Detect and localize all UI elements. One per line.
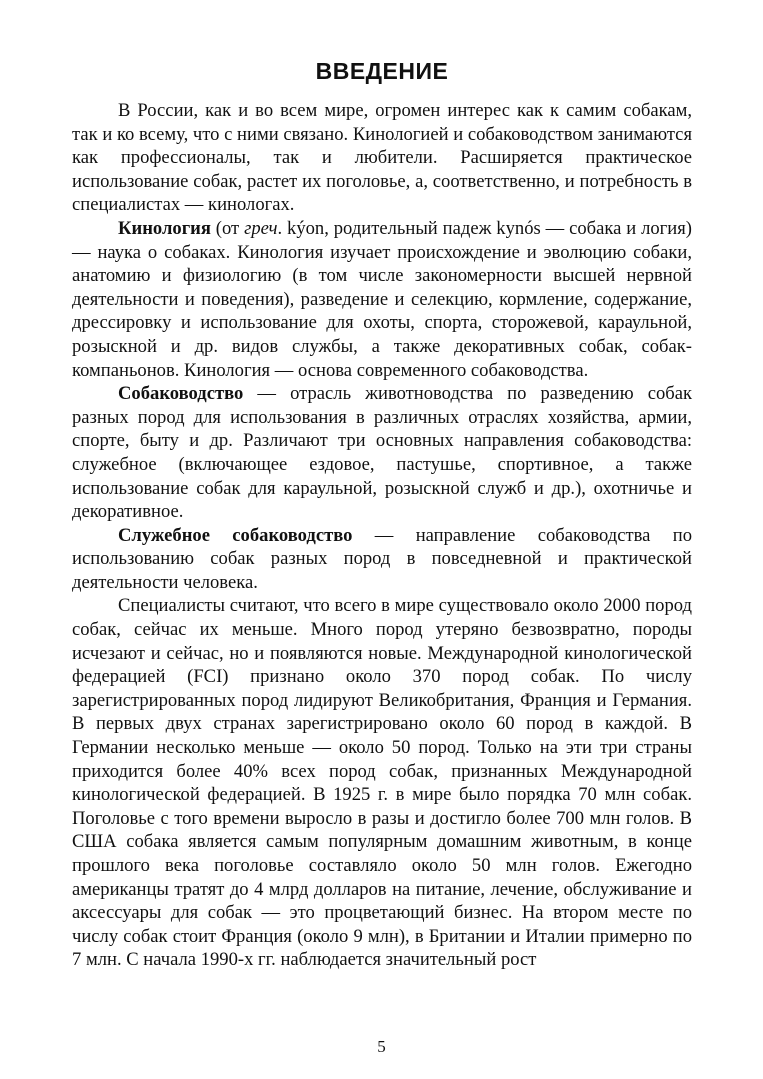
paragraph-kinologiya xyxy=(72,217,692,382)
page-number: 5 xyxy=(377,1037,386,1056)
term-kinologiya: Кинология xyxy=(118,217,211,239)
term-sobakovodstvo: Собаководство xyxy=(118,383,244,405)
term-sluzhebnoe-sobakovodstvo: Служебное собаководство xyxy=(118,524,353,546)
page xyxy=(72,48,692,972)
page-title: ВВЕДЕНИЕ xyxy=(315,58,449,84)
paragraph-kinologiya-pre: (от xyxy=(210,217,245,239)
paragraph-sobakovodstvo-text: — отрасль животноводства по разведению собак разных пород для использования в различных отраслях хозяйства, армии, спорте, быту и др. Различают три основных направления собаководства: служебное (включающее ездовое, пастушье, спортивное, а также использование собак для караульной, розыскной служб и др.), охотничье и декоративное. xyxy=(72,383,692,523)
paragraph-kinologiya-text: . kýon, родительный падеж kynós — собака и логия) — наука о собаках. Кинология изучает происхождение и эволюцию собаки, анатомию и физиологию (в том числе закономерности высшей нервной деятельности и поведения), разведение и селекцию, кормление, содержание, дрессировку и использование для охоты, спорта, сторожевой, караульной, розыскной и др. видов службы, а также декоративных собак, собак-компаньонов. Кинология — основа современного собаководства. xyxy=(72,217,692,381)
paragraph-sluzhebnoe xyxy=(72,524,692,595)
body-text xyxy=(72,99,692,972)
paragraph-intro: В России, как и во всем мире, огромен интерес как к самим собакам, так и ко всему, что с ними связано. Кинологией и собаководством занимаются как профессионалы, так и любители. Расширяется практическое использование собак, растет их поголовье, а, соответственно, и потребность в специалистах — кинологах. xyxy=(72,100,692,216)
paragraph-statistics: Специалисты считают, что всего в мире существовало около 2000 пород собак, сейчас их меньше. Много пород утеряно безвозвратно, породы исчезают и сейчас, но и появляются новые. Международной кинологической федерацией (FCI) признано около 370 пород собак. По числу зарегистрированных пород лидируют Великобритания, Франция и Германия. В первых двух странах зарегистрировано около 60 пород в каждой. В Германии несколько меньше — около 50 пород. Только на эти три страны приходится более 40% всех пород собак, признанных Международной кинологической федерацией. В 1925 г. в мире было порядка 70 млн собак. Поголовье с того времени выросло в разы и достигло более 700 млн голов. В США собака является самым популярным домашним животным, в конце прошлого века поголовье составляло около 50 млн голов. Ежегодно американцы тратят до 4 млрд долларов на питание, лечение, обслуживание и аксессуары для собак — это процветающий бизнес. На втором месте по числу собак стоит Франция (около 9 млн), в Британии и Италии примерно по 7 млн. С начала 1990-х гг. наблюдается значительный рост xyxy=(72,595,692,971)
paragraph-sluzhebnoe-text: — направление собаководства по использованию собак разных пород в повседневной и практической деятельности человека. xyxy=(72,524,693,593)
paragraph-sobakovodstvo xyxy=(72,382,692,524)
language-abbreviation: греч xyxy=(244,217,278,239)
